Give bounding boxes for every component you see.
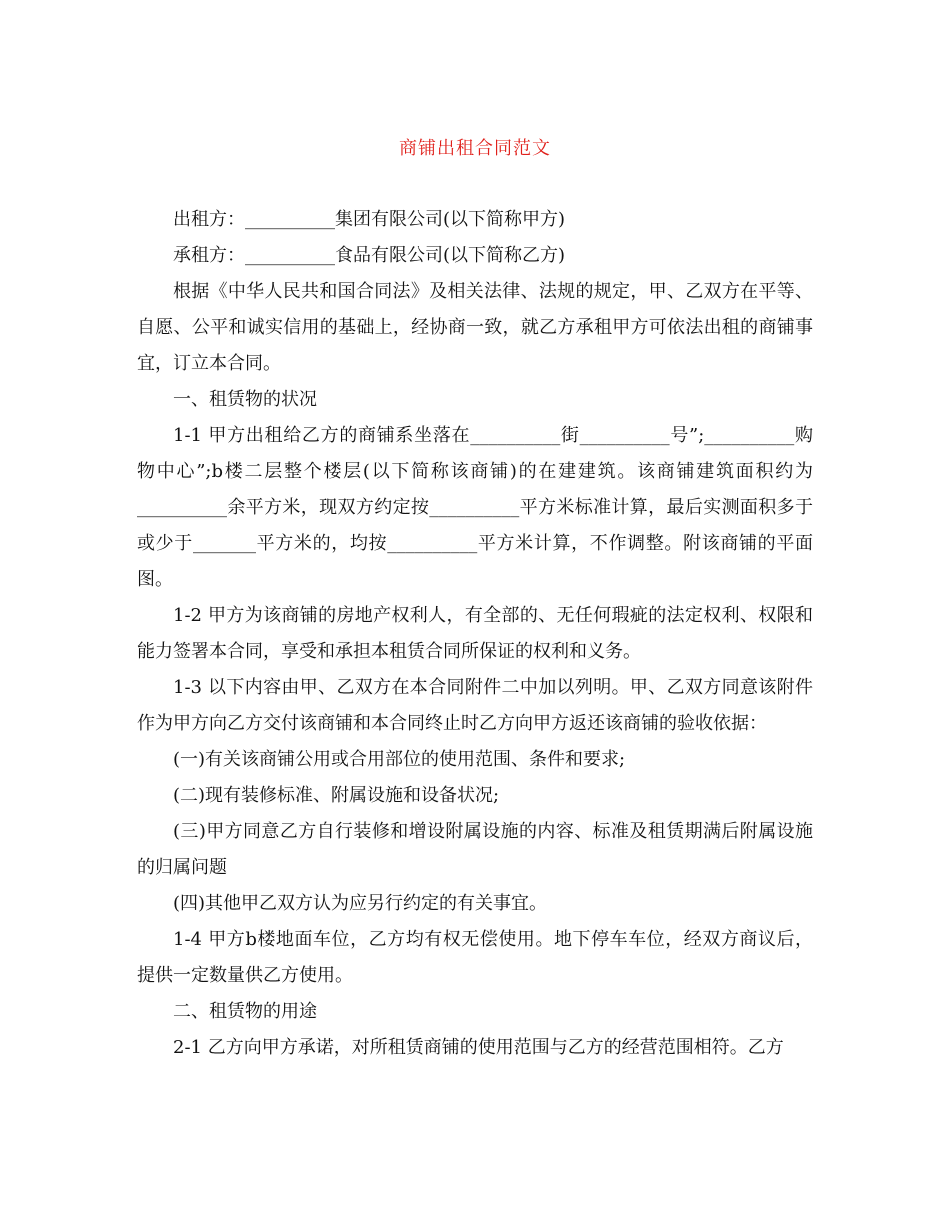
section-heading-1: 一、租赁物的状况 bbox=[173, 389, 317, 410]
document-title: 商铺出租合同范文 bbox=[399, 138, 551, 159]
clause-1-3-item-3: (三)甲方同意乙方自行装修和增设附属设施的内容、标准及租赁期满后附属设施的归属问题 bbox=[137, 821, 813, 878]
clause-1-1: 1-1 甲方出租给乙方的商铺系坐落在__________街__________号”;__________购物中心”;b楼二层整个楼层(以下简称该商铺)的在建建筑。该商铺建筑面积约为__________余平方米，现双方约定按__________平方米标准计算，最后实测面积多于或少于_______平方米的，均按__________平方米计算，不作调整。附该商铺的平面图。 bbox=[137, 425, 813, 590]
document-body bbox=[137, 202, 813, 1066]
clause-1-2: 1-2 甲方为该商铺的房地产权利人，有全部的、无任何瑕疵的法定权利、权限和能力签署本合同，享受和承担本租赁合同所保证的权利和义务。 bbox=[137, 605, 813, 662]
clause-1-3-item-2: (二)现有装修标准、附属设施和设备状况; bbox=[173, 785, 500, 806]
clause-1-3-item-1: (一)有关该商铺公用或合用部位的使用范围、条件和要求; bbox=[173, 749, 626, 770]
lessor-line: 出租方：__________集团有限公司(以下简称甲方) bbox=[173, 209, 566, 230]
lessee-line: 承租方：__________食品有限公司(以下简称乙方) bbox=[173, 245, 566, 266]
preamble-paragraph: 根据《中华人民共和国合同法》及相关法律、法规的规定，甲、乙双方在平等、自愿、公平和诚实信用的基础上，经协商一致，就乙方承租甲方可依法出租的商铺事宜，订立本合同。 bbox=[137, 281, 813, 374]
clause-2-1: 2-1 乙方向甲方承诺，对所租赁商铺的使用范围与乙方的经营范围相符。乙方 bbox=[173, 1037, 784, 1058]
clause-1-4: 1-4 甲方b楼地面车位，乙方均有权无偿使用。地下停车车位，经双方商议后，提供一定数量供乙方使用。 bbox=[137, 929, 813, 986]
clause-1-3: 1-3 以下内容由甲、乙双方在本合同附件二中加以列明。甲、乙双方同意该附件作为甲方向乙方交付该商铺和本合同终止时乙方向甲方返还该商铺的验收依据： bbox=[137, 677, 813, 734]
clause-1-3-item-4: (四)其他甲乙双方认为应另行约定的有关事宜。 bbox=[173, 893, 548, 914]
section-heading-2: 二、租赁物的用途 bbox=[173, 1001, 317, 1022]
